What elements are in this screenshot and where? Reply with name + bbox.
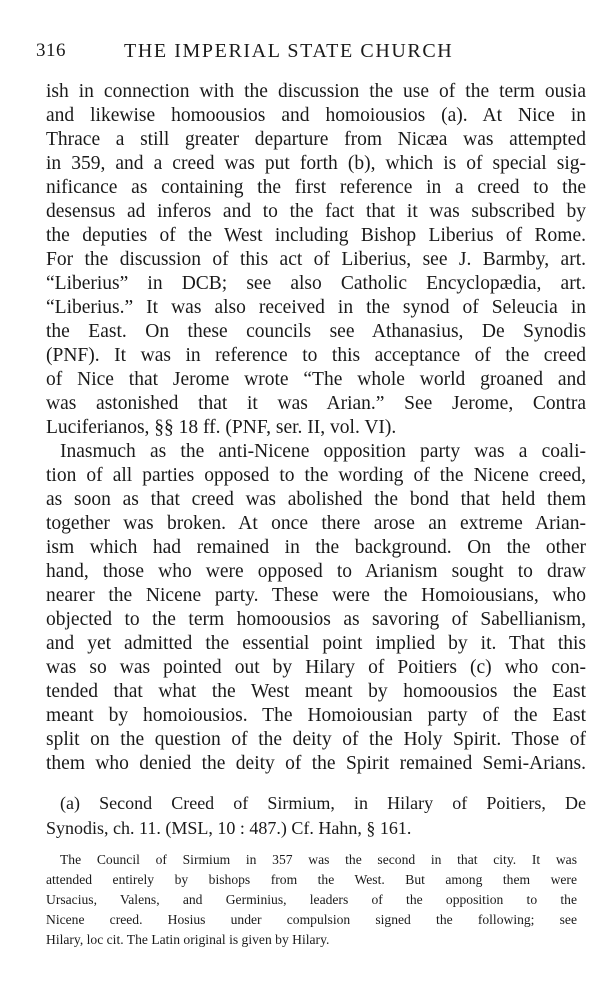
body-line: objected to the term homoousios as savoring of Sabellianism,: [46, 609, 586, 630]
body-line: meant by homoiousios. The Homoiousian party of the East: [46, 705, 586, 726]
body-line: the East. On these councils see Athanasius, De Synodis: [46, 321, 586, 342]
body-line: (PNF). It was in reference to this acceptance of the creed: [46, 345, 586, 366]
body-line: them who denied the deity of the Spirit remained Semi-Arians.: [46, 753, 586, 774]
body-line: was so was pointed out by Hilary of Poitiers (c) who con-: [46, 657, 586, 678]
note-line: Ursacius, Valens, and Germinius, leaders of the opposition to the: [46, 892, 577, 907]
note-line: Nicene creed. Hosius under compulsion signed the following; see: [46, 912, 577, 927]
body-line: For the discussion of this act of Liberius, see J. Barmby, art.: [46, 249, 586, 270]
note-line: attended entirely by bishops from the West. But among them were: [46, 872, 577, 887]
body-line: desensus ad inferos and to the fact that it was subscribed by: [46, 201, 586, 222]
body-line: split on the question of the deity of the Holy Spirit. Those of: [46, 729, 586, 750]
body-line: and likewise homoousios and homoiousios (a). At Nice in: [46, 105, 586, 126]
body-line: the deputies of the West including Bishop Liberius of Rome.: [46, 225, 586, 246]
body-line: as soon as that creed was abolished the bond that held them: [46, 489, 586, 510]
body-line: Thrace a still greater departure from Nicæa was attempted: [46, 129, 586, 150]
body-line: and yet admitted the essential point implied by it. That this: [46, 633, 586, 654]
body-line: “Liberius.” It was also received in the synod of Seleucia in: [46, 297, 586, 318]
body-line: in 359, and a creed was put forth (b), which is of special sig-: [46, 153, 586, 174]
body-line: nificance as containing the first reference in a creed to the: [46, 177, 586, 198]
body-line: hand, those who were opposed to Arianism sought to draw: [46, 561, 586, 582]
body-line: nearer the Nicene party. These were the Homoiousians, who: [46, 585, 586, 606]
note-line: Hilary, loc cit. The Latin original is given by Hilary.: [46, 932, 330, 947]
body-line: tended that what the West meant by homoousios the East: [46, 681, 586, 702]
running-head: [36, 36, 576, 70]
body-line: ish in connection with the discussion the use of the term ousia: [46, 81, 586, 102]
running-title: THE IMPERIAL STATE CHURCH: [124, 40, 454, 62]
body-line: Luciferianos, §§ 18 ff. (PNF, ser. II, vol. VI).: [46, 417, 397, 438]
footnote-line: (a) Second Creed of Sirmium, in Hilary of Poitiers, De: [60, 793, 586, 813]
body-line: together was broken. At once there arose an extreme Arian-: [46, 513, 586, 534]
body-line: was astonished that it was Arian.” See Jerome, Contra: [46, 393, 586, 414]
body-line: “Liberius” in DCB; see also Catholic Encyclopædia, art.: [46, 273, 586, 294]
note-line: The Council of Sirmium in 357 was the second in that city. It was: [60, 852, 577, 867]
paragraph-start-line: Inasmuch as the anti-Nicene opposition party was a coali-: [60, 441, 586, 462]
body-line: of Nice that Jerome wrote “The whole world groaned and: [46, 369, 586, 390]
body-line: tion of all parties opposed to the wording of the Nicene creed,: [46, 465, 586, 486]
page-number: 316: [36, 40, 66, 61]
footnote-line: Synodis, ch. 11. (MSL, 10 : 487.) Cf. Hahn, § 161.: [46, 818, 412, 838]
body-line: ism which had remained in the background. On the other: [46, 537, 586, 558]
